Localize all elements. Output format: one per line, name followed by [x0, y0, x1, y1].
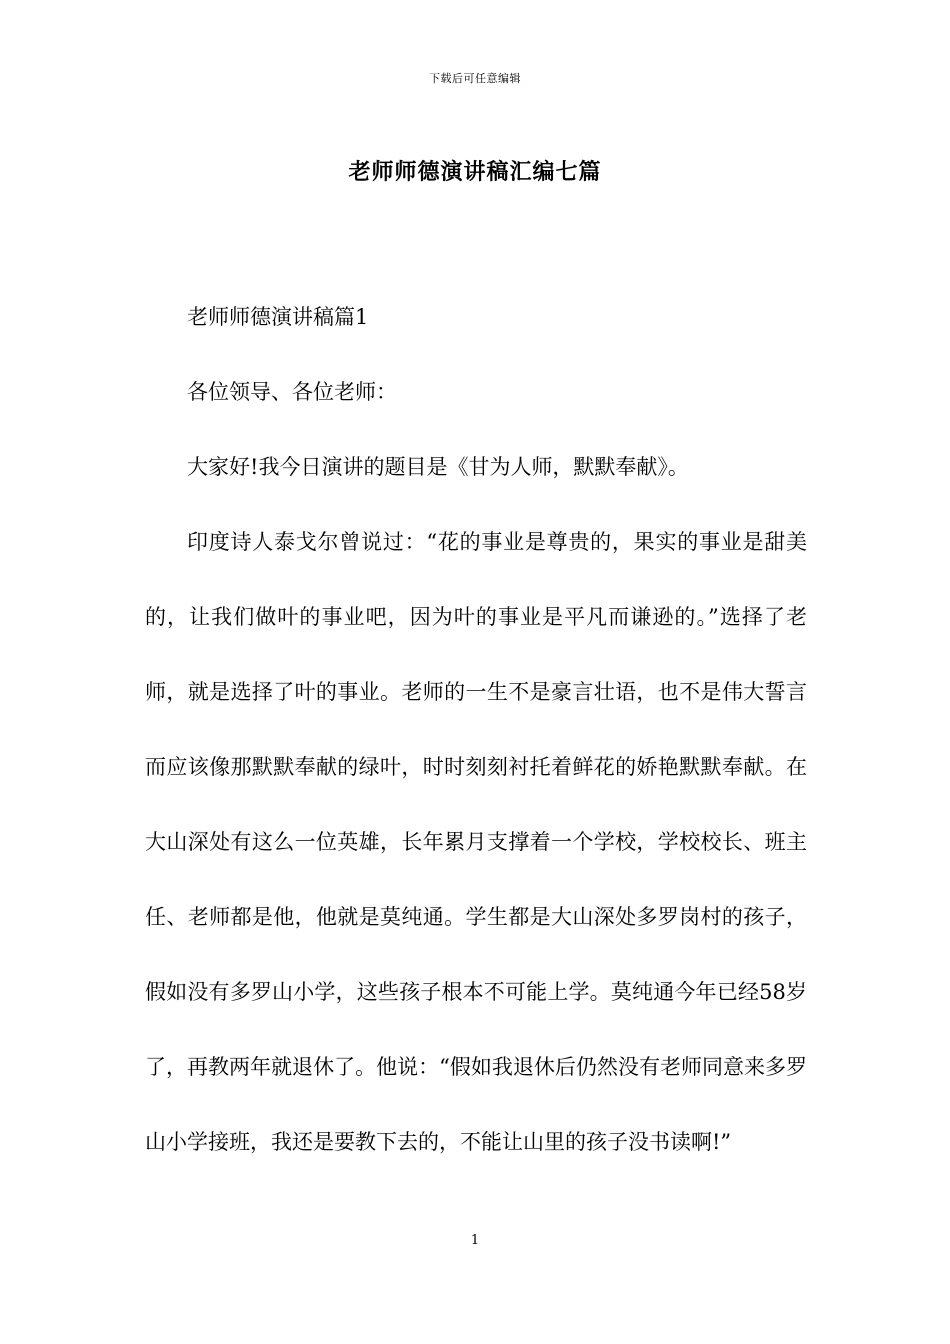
greeting-paragraph: 大家好!我今日演讲的题目是《甘为人师，默默奉献》。	[187, 455, 689, 479]
page-number: 1	[470, 1233, 480, 1248]
document-title: 老师师德演讲稿汇编七篇	[348, 160, 602, 185]
section-heading: 老师师德演讲稿篇1	[187, 305, 369, 329]
document-body	[145, 280, 807, 1180]
body-paragraph: 印度诗人泰戈尔曾说过：“花的事业是尊贵的，果实的事业是甜美的，让我们做叶的事业吧，因为叶的事业是平凡而谦逊的。”选择了老师，就是选择了叶的事业。老师的一生不是豪言壮语，也不是伟大誓言而应该像那默默奉献的绿叶，时时刻刻衬托着鲜花的娇艳默默奉献。在大山深处有这么一位英雄，长年累月支撑着一个学校，学校校长、班主任、老师都是他，他就是莫纯通。学生都是大山深处多罗岗村的孩子，假如没有多罗山小学，这些孩子根本不可能上学。莫纯通今年已经58岁了，再教两年就退休了。他说：“假如我退休后仍然没有老师同意来多罗山小学接班，我还是要教下去的，不能让山里的孩子没书读啊!”	[145, 530, 807, 1154]
header-note: 下载后可任意编辑	[429, 72, 521, 85]
salutation-paragraph: 各位领导、各位老师：	[187, 380, 397, 404]
